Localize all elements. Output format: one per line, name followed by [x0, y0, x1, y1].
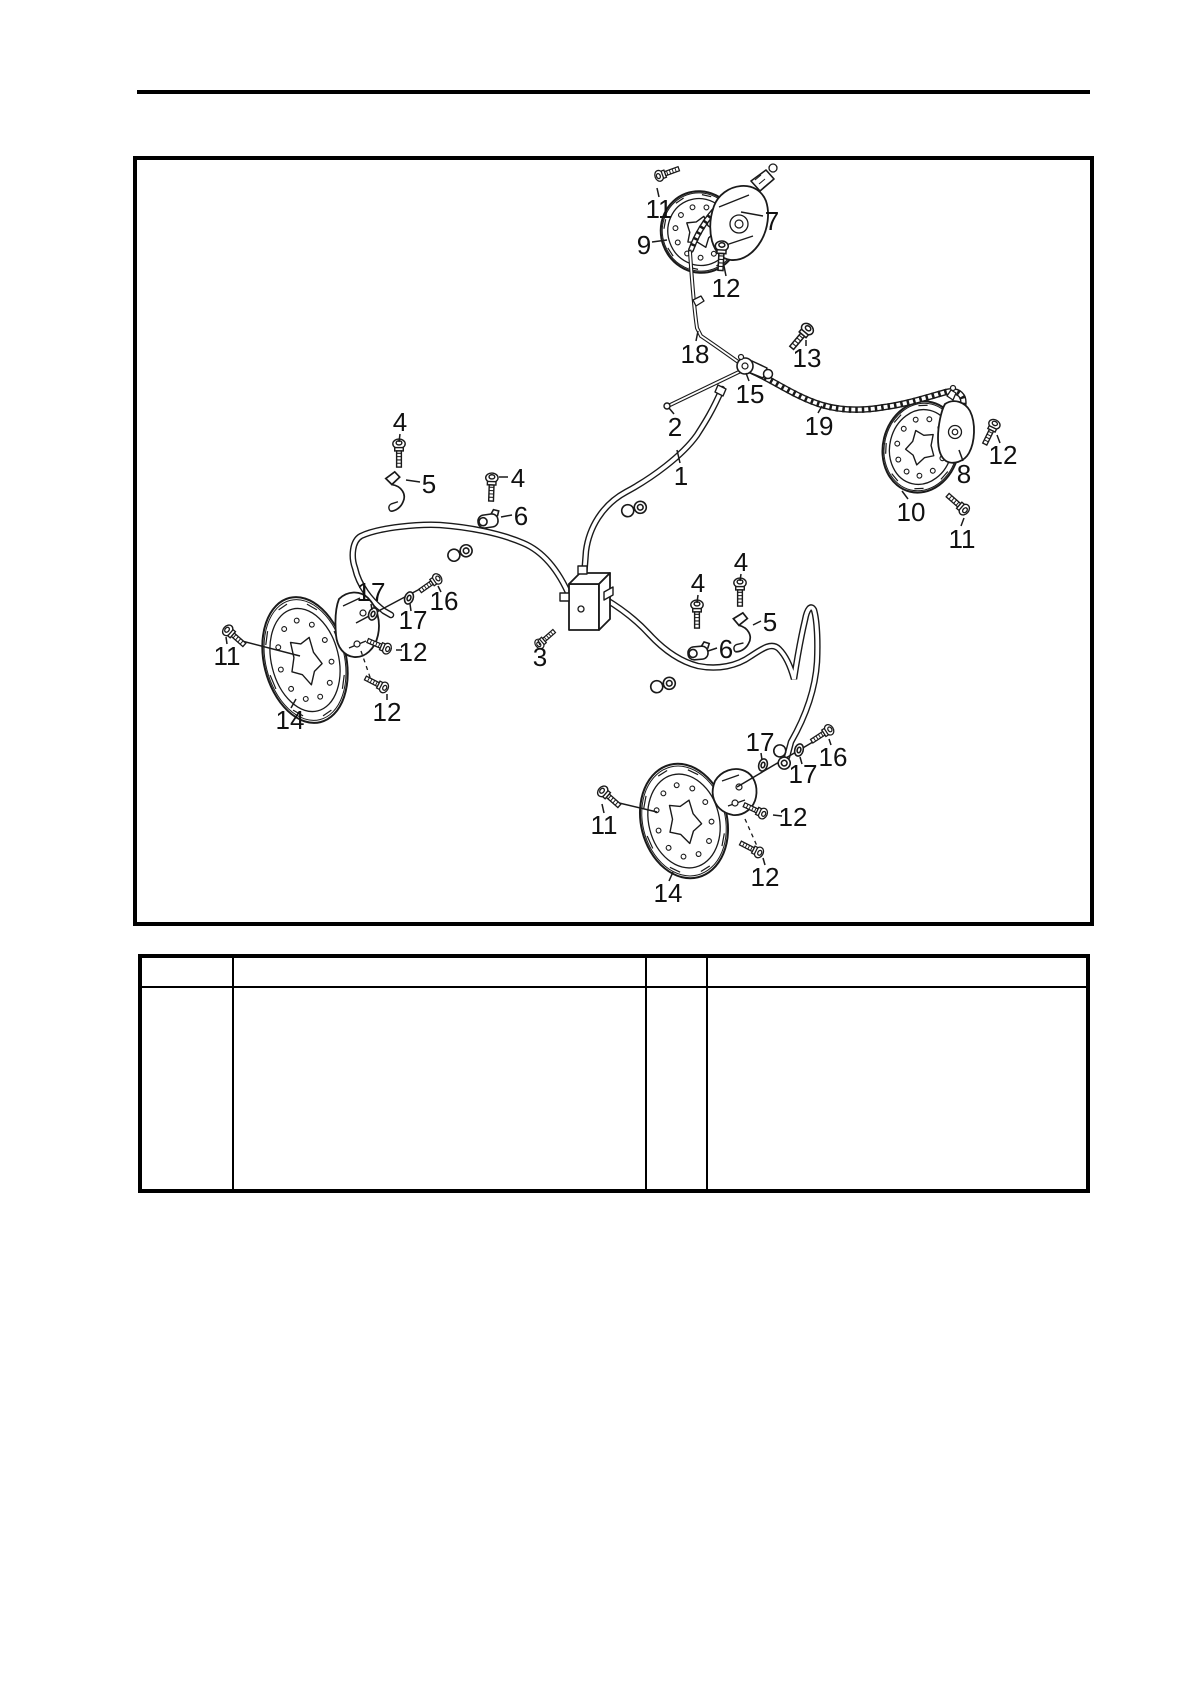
bolt	[595, 784, 623, 810]
callout-number: 17	[356, 577, 386, 607]
bolt	[691, 600, 703, 628]
part-detail	[952, 429, 958, 435]
bolt	[485, 473, 498, 501]
callout-number: 12	[398, 637, 428, 667]
sealing-washer	[403, 591, 415, 606]
part-detail	[739, 355, 744, 360]
callout-number: 5	[421, 469, 437, 499]
callout-number: 17	[788, 759, 818, 789]
part-detail	[360, 610, 366, 616]
callout-number: 17	[398, 605, 428, 635]
hose-clamp	[731, 612, 751, 652]
table-header-cell-description	[234, 958, 647, 988]
callout-number: 11	[590, 810, 618, 840]
parts-table	[138, 954, 1090, 1193]
table-header-cell-ref	[142, 958, 234, 988]
callout-leader-line	[501, 515, 512, 517]
table-header-cell-remarks	[708, 958, 1086, 988]
callout-number: 6	[513, 501, 529, 531]
callout-number: 11	[948, 524, 976, 554]
callout-number: 16	[818, 742, 848, 772]
callout-number: 4	[733, 547, 749, 577]
callout-number: 16	[429, 586, 459, 616]
callout-number: 11	[213, 641, 241, 671]
bolt	[734, 578, 746, 606]
callout-number: 4	[392, 407, 408, 437]
table-body-cell-description	[234, 988, 647, 1189]
part-detail	[742, 363, 748, 369]
callout-number: 2	[667, 412, 683, 442]
part-detail	[951, 386, 956, 391]
callout-number: 18	[680, 339, 710, 369]
callout-number: 5	[762, 607, 778, 637]
pipe-clip	[477, 509, 501, 529]
callout-number: 12	[372, 697, 402, 727]
callout-number: 14	[653, 878, 683, 908]
part-outline	[599, 573, 610, 630]
header-rule	[137, 90, 1090, 94]
callout-number: 12	[711, 273, 741, 303]
part-detail	[732, 800, 738, 806]
table-body-cell-qty	[647, 988, 708, 1189]
callout-number: 3	[532, 642, 548, 672]
table-body-cell-ref	[142, 988, 234, 1189]
callout-number: 15	[735, 379, 765, 409]
callout-number: 14	[275, 705, 305, 735]
hose-grommet	[620, 500, 647, 518]
part-detail	[354, 641, 360, 647]
part-detail	[578, 606, 584, 612]
bolt	[393, 439, 405, 467]
callout-number: 12	[988, 440, 1018, 470]
callout-number: 17	[745, 727, 775, 757]
callout-number: 12	[778, 802, 808, 832]
sealing-washer	[793, 743, 804, 757]
assembly-axis-line	[745, 819, 757, 846]
callout-number: 13	[792, 343, 822, 373]
callout-number: 4	[690, 568, 706, 598]
hose-grommet	[649, 676, 676, 694]
part-detail	[769, 164, 777, 172]
bolt	[363, 673, 390, 694]
table-body-cell-remarks	[708, 988, 1086, 1189]
callout-number: 6	[718, 634, 734, 664]
bolt	[738, 838, 765, 859]
exploded-diagram-panel	[133, 156, 1094, 926]
callout-leader-line	[753, 621, 761, 625]
callout-number: 19	[804, 411, 834, 441]
brake-hose	[584, 389, 722, 577]
callout-number: 8	[956, 459, 972, 489]
part-detail	[735, 220, 743, 228]
callout-number: 12	[750, 862, 780, 892]
pipe-clip	[687, 641, 710, 660]
callout-leader-line	[708, 648, 717, 651]
part-outline	[578, 566, 587, 574]
table-header-cell-qty	[647, 958, 708, 988]
callout-number: 9	[636, 230, 652, 260]
callout-number: 10	[896, 497, 926, 527]
bolt	[653, 164, 680, 183]
callout-number: 1	[673, 461, 689, 491]
part-outline	[560, 593, 569, 601]
brake-system-exploded-diagram	[137, 160, 1090, 922]
callout-number: 4	[510, 463, 526, 493]
callout-number: 11	[645, 194, 673, 224]
part-detail	[764, 370, 773, 379]
callout-leader-line	[406, 480, 420, 482]
diagram-content	[214, 164, 1018, 908]
hose-clamp	[383, 471, 407, 512]
callout-number: 7	[764, 206, 780, 236]
bolt	[944, 491, 972, 517]
hose-grommet	[446, 543, 474, 563]
